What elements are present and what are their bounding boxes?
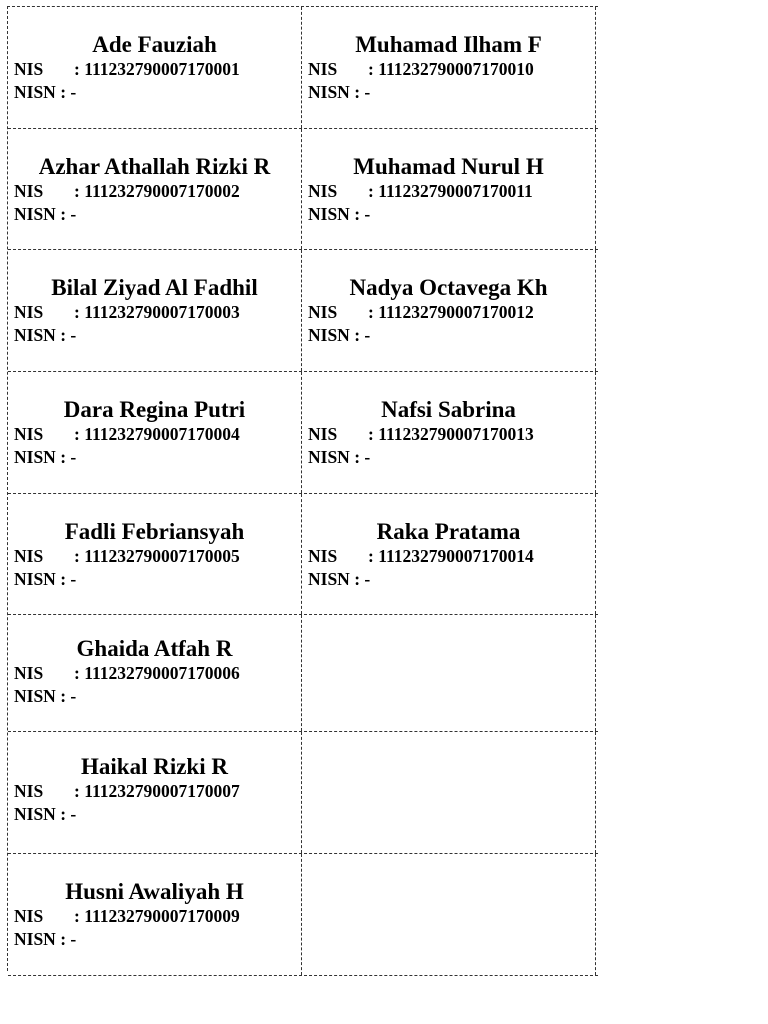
card-row: [8, 494, 598, 615]
nisn-line: NISN : -: [308, 569, 371, 589]
nis-separator: :: [74, 906, 85, 926]
empty-card: [302, 615, 596, 731]
student-card: [302, 7, 596, 128]
nisn-line: NISN : -: [308, 325, 371, 345]
nis-value: 111232790007170002: [84, 181, 240, 201]
nis-line: [308, 301, 595, 324]
student-card: [8, 854, 302, 975]
student-card: [8, 615, 302, 731]
nis-separator: :: [74, 59, 85, 79]
nisn-line: NISN : -: [14, 686, 77, 706]
nis-separator: :: [74, 181, 85, 201]
student-name: Nadya Octavega Kh: [349, 275, 548, 300]
card-row: [8, 7, 598, 129]
nis-label: NIS: [14, 59, 44, 79]
nisn-line: NISN : -: [14, 569, 77, 589]
nis-value: 111232790007170001: [84, 59, 240, 79]
student-name: Raka Pratama: [376, 519, 521, 544]
nis-separator: :: [74, 781, 85, 801]
nis-line: [14, 545, 301, 568]
nis-separator: :: [368, 181, 379, 201]
nis-label: NIS: [14, 546, 44, 566]
nis-label: NIS: [14, 424, 44, 444]
nis-value: 111232790007170014: [378, 546, 534, 566]
empty-card: [302, 854, 596, 975]
nisn-line: NISN : -: [308, 82, 371, 102]
card-row: [8, 250, 598, 372]
nis-line: [14, 180, 301, 203]
nis-label: NIS: [14, 781, 44, 801]
nis-value: 111232790007170004: [84, 424, 240, 444]
nis-line: [14, 905, 301, 928]
empty-card: [302, 732, 596, 853]
student-card: [8, 372, 302, 493]
nisn-line: NISN : -: [14, 325, 77, 345]
student-card: [302, 372, 596, 493]
nis-separator: :: [368, 546, 379, 566]
nis-separator: :: [74, 663, 85, 683]
name-card-sheet: [7, 6, 598, 971]
nis-label: NIS: [14, 906, 44, 926]
nis-separator: :: [368, 424, 379, 444]
nis-label: NIS: [308, 546, 338, 566]
nis-label: NIS: [14, 663, 44, 683]
student-card: [8, 129, 302, 249]
student-name: Muhamad Nurul H: [353, 154, 544, 179]
student-card: [8, 494, 302, 614]
nis-value: 111232790007170005: [84, 546, 240, 566]
student-name: Dara Regina Putri: [63, 397, 246, 422]
student-name: Ghaida Atfah R: [76, 636, 233, 661]
nisn-line: NISN : -: [14, 82, 77, 102]
nisn-line: NISN : -: [14, 447, 77, 467]
card-row: [8, 854, 598, 976]
nis-line: [308, 180, 595, 203]
nis-value: 111232790007170006: [84, 663, 240, 683]
nisn-line: NISN : -: [14, 804, 77, 824]
nis-value: 111232790007170012: [378, 302, 534, 322]
student-name: Muhamad Ilham F: [355, 32, 542, 57]
nis-value: 111232790007170009: [84, 906, 240, 926]
nis-line: [14, 780, 301, 803]
nis-separator: :: [368, 302, 379, 322]
nis-value: 111232790007170010: [378, 59, 534, 79]
card-row: [8, 615, 598, 732]
card-row: [8, 732, 598, 854]
student-name: Azhar Athallah Rizki R: [38, 154, 271, 179]
student-name: Bilal Ziyad Al Fadhil: [51, 275, 258, 300]
nisn-line: NISN : -: [308, 447, 371, 467]
nis-separator: :: [74, 424, 85, 444]
nis-label: NIS: [308, 302, 338, 322]
nis-separator: :: [74, 302, 85, 322]
student-card: [8, 250, 302, 371]
student-card: [8, 732, 302, 853]
nis-line: [14, 662, 301, 685]
student-card: [302, 129, 596, 249]
student-name: Nafsi Sabrina: [381, 397, 516, 422]
student-card: [8, 7, 302, 128]
nis-value: 111232790007170013: [378, 424, 534, 444]
nis-label: NIS: [308, 424, 338, 444]
student-name: Fadli Febriansyah: [64, 519, 245, 544]
nis-line: [14, 423, 301, 446]
nisn-line: NISN : -: [308, 204, 371, 224]
student-name: Husni Awaliyah H: [65, 879, 244, 904]
nis-line: [14, 58, 301, 81]
student-card: [302, 494, 596, 614]
student-name: Ade Fauziah: [92, 32, 217, 57]
nis-line: [308, 423, 595, 446]
nis-separator: :: [74, 546, 85, 566]
nis-line: [308, 58, 595, 81]
student-card: [302, 250, 596, 371]
nis-label: NIS: [308, 59, 338, 79]
nis-label: NIS: [308, 181, 338, 201]
nis-value: 111232790007170007: [84, 781, 240, 801]
nis-label: NIS: [14, 302, 44, 322]
card-row: [8, 129, 598, 250]
nis-separator: :: [368, 59, 379, 79]
nisn-line: NISN : -: [14, 204, 77, 224]
student-name: Haikal Rizki R: [81, 754, 228, 779]
nis-value: 111232790007170011: [378, 181, 533, 201]
card-row: [8, 372, 598, 494]
nis-value: 111232790007170003: [84, 302, 240, 322]
nis-line: [14, 301, 301, 324]
nisn-line: NISN : -: [14, 929, 77, 949]
nis-line: [308, 545, 595, 568]
nis-label: NIS: [14, 181, 44, 201]
